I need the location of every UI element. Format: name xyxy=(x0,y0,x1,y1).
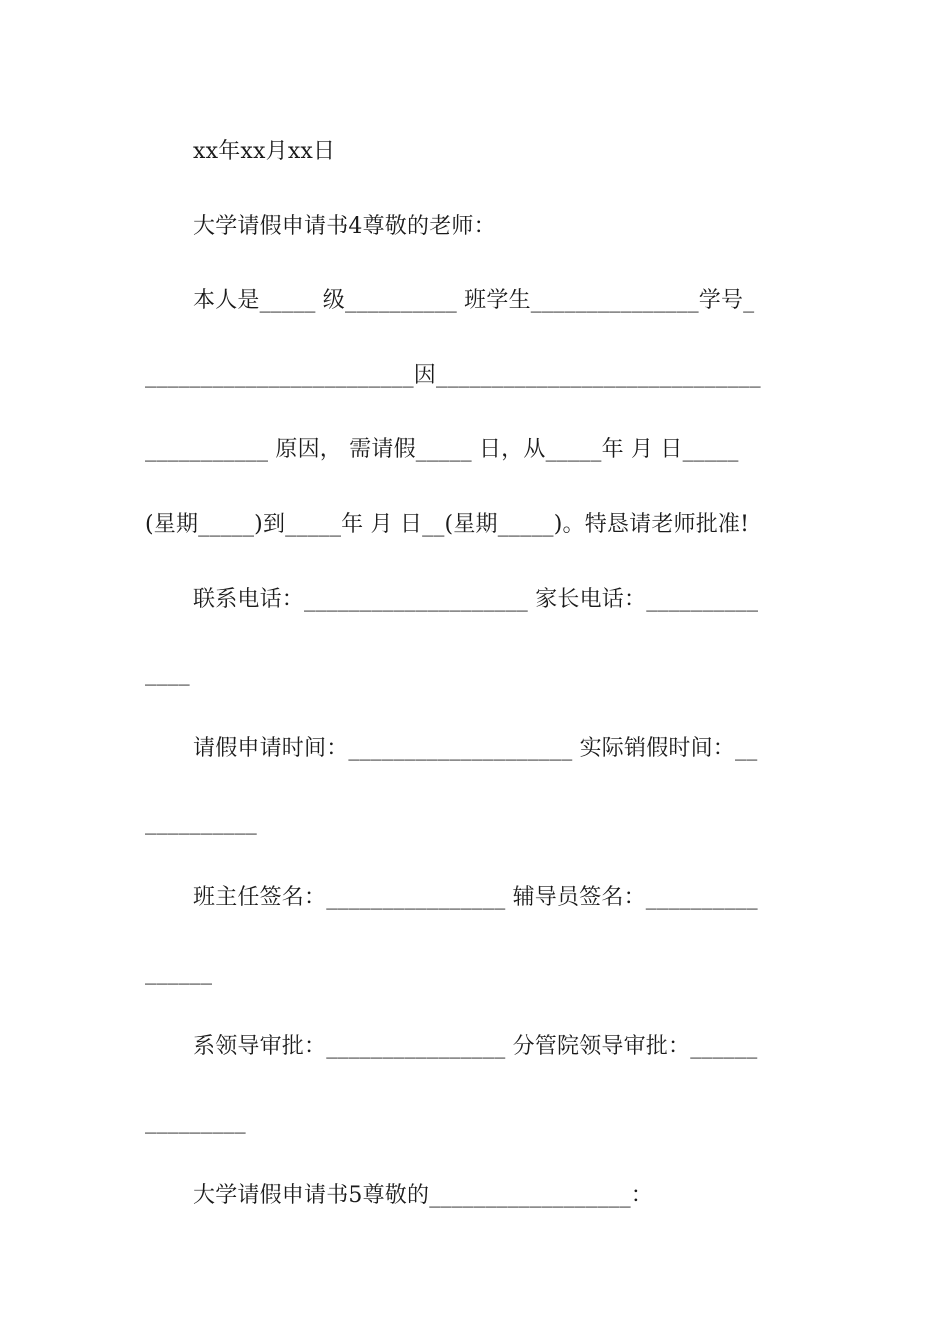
heading-line-4: 大学请假申请书4尊敬的老师： xyxy=(193,214,496,239)
signature-line: 班主任签名：________________ 辅导员签名：__________ xyxy=(193,885,758,910)
leave-period-line: (星期_____)到_____年 月 日__(星期_____)。特恳请老师批准! xyxy=(145,512,750,537)
heading-line-5: 大学请假申请书5尊敬的__________________： xyxy=(193,1183,653,1208)
date-line: xx年xx月xx日 xyxy=(193,139,336,164)
leave-days-line: ___________ 原因， 需请假_____ 日，从_____年 月 日_____ xyxy=(145,437,739,462)
approval-continuation: _________ xyxy=(145,1109,246,1134)
leave-time-continuation: __________ xyxy=(145,810,257,835)
approval-line: 系领导审批：________________ 分管院领导审批：______ xyxy=(193,1034,758,1059)
reason-line: ________________________因_____________________________ xyxy=(145,363,761,388)
contact-phone-continuation: ____ xyxy=(145,661,190,686)
student-info-line: 本人是_____ 级__________ 班学生_______________学号_ xyxy=(193,288,755,313)
signature-continuation: ______ xyxy=(145,960,213,985)
contact-phone-line: 联系电话：____________________ 家长电话：__________ xyxy=(193,587,759,612)
leave-time-line: 请假申请时间：____________________ 实际销假时间：__ xyxy=(193,736,758,761)
